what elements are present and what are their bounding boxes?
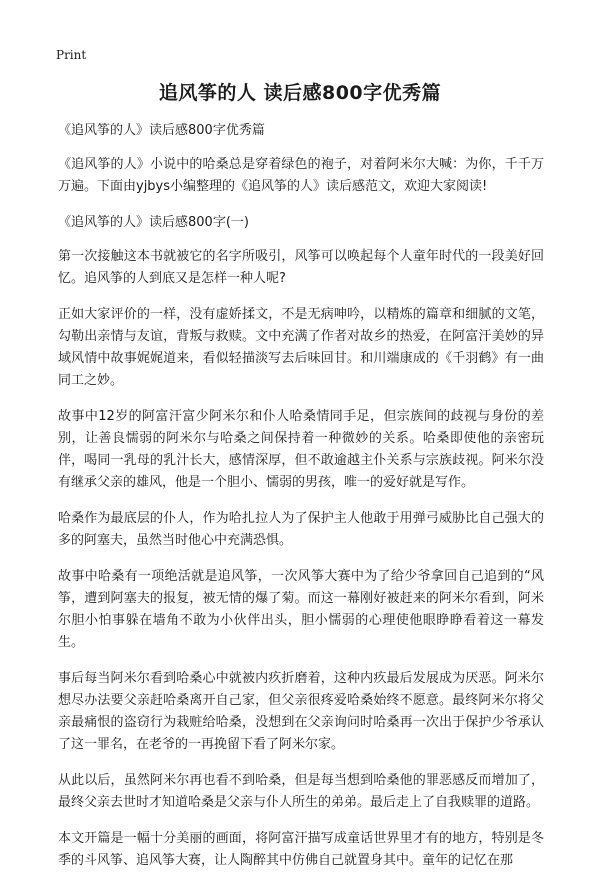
- body-paragraph: 第一次接触这本书就被它的名字所吸引，风筝可以唤起每个人童年时代的一段美好回忆。追风筝的人到底又是怎样一种人呢?: [58, 249, 544, 286]
- body-paragraph: 正如大家评价的一样，没有虚娇揉文，不是无病呻吟，以精炼的篇章和细腻的文笔，勾勒出亲情与友谊，背叛与救赎。文中充满了作者对故乡的热爱，在阿富汗美妙的异域风情中故事娓娓道来，看似轻描淡写去后味回甘。和川端康成的《千羽鹤》有一曲同工之妙。: [58, 307, 544, 388]
- body-paragraph: 故事中12岁的阿富汗富少阿米尔和仆人哈桑情同手足，但宗族间的歧视与身份的差别，让善良懦弱的阿米尔与哈桑之间保持着一种微妙的关系。哈桑即使他的亲密玩伴，喝同一乳母的乳汁长大，感情深厚，但不敢逾越主仆关系与宗族歧视。阿米尔没有继承父亲的雄风，他是一个胆小、懦弱的男孩，唯一的爱好就是写作。: [58, 409, 544, 490]
- article-body: [58, 120, 544, 886]
- subheading-part-one: 《追风筝的人》读后感800字(一): [58, 215, 249, 230]
- body-paragraph: 哈桑作为最底层的仆人，作为哈扎拉人为了保护主人他敢于用弹弓威胁比自己强大的多的阿塞夫，虽然当时他心中充满恐惧。: [58, 511, 544, 548]
- body-paragraph: 事后每当阿米尔看到哈桑心中就被内疚折磨着，这种内疚最后发展成为厌恶。阿米尔想尽办法要父亲赶哈桑离开自己家，但父亲很疼爱哈桑始终不愿意。最终阿米尔将父亲最痛恨的盗窃行为栽赃给哈桑，没想到在父亲询问时哈桑再一次出于保护少爷承认了这一罪名，在老爷的一再挽留下看了阿米尔家。: [58, 671, 544, 752]
- page-title: 追风筝的人 读后感800字优秀篇: [158, 82, 442, 104]
- subheading-main: 《追风筝的人》读后感800字优秀篇: [58, 123, 265, 138]
- body-paragraph: 从此以后，虽然阿米尔再也看不到哈桑，但是每当想到哈桑他的罪恶感反而增加了，最终父亲去世时才知道哈桑是父亲与仆人所生的弟弟。最后走上了自我赎罪的道路。: [58, 773, 544, 810]
- intro-paragraph: 《追风筝的人》小说中的哈桑总是穿着绿色的袍子，对着阿米尔大喊：为你，千千万万遍。下面由yjbys小编整理的《追风筝的人》读后感范文，欢迎大家阅读!: [58, 157, 544, 194]
- print-label: Print: [56, 48, 87, 62]
- body-paragraph: 本文开篇是一幅十分美丽的画面，将阿富汗描写成童话世界里才有的地方，特别是冬季的斗风筝、追风筝大赛，让人陶醉其中仿佛自己就置身其中。童年的记忆在那: [58, 831, 544, 868]
- body-paragraph: 故事中哈桑有一项绝活就是追风筝，一次风筝大赛中为了给少爷拿回自己追到的“风筝，遭到阿塞夫的报复，被无情的爆了菊。而这一幕刚好被赶来的阿米尔看到，阿米尔胆小怕事躲在墙角不敢为小伙伴出头，胆小懦弱的心理使他眼睁睁看着这一幕发生。: [58, 569, 544, 650]
